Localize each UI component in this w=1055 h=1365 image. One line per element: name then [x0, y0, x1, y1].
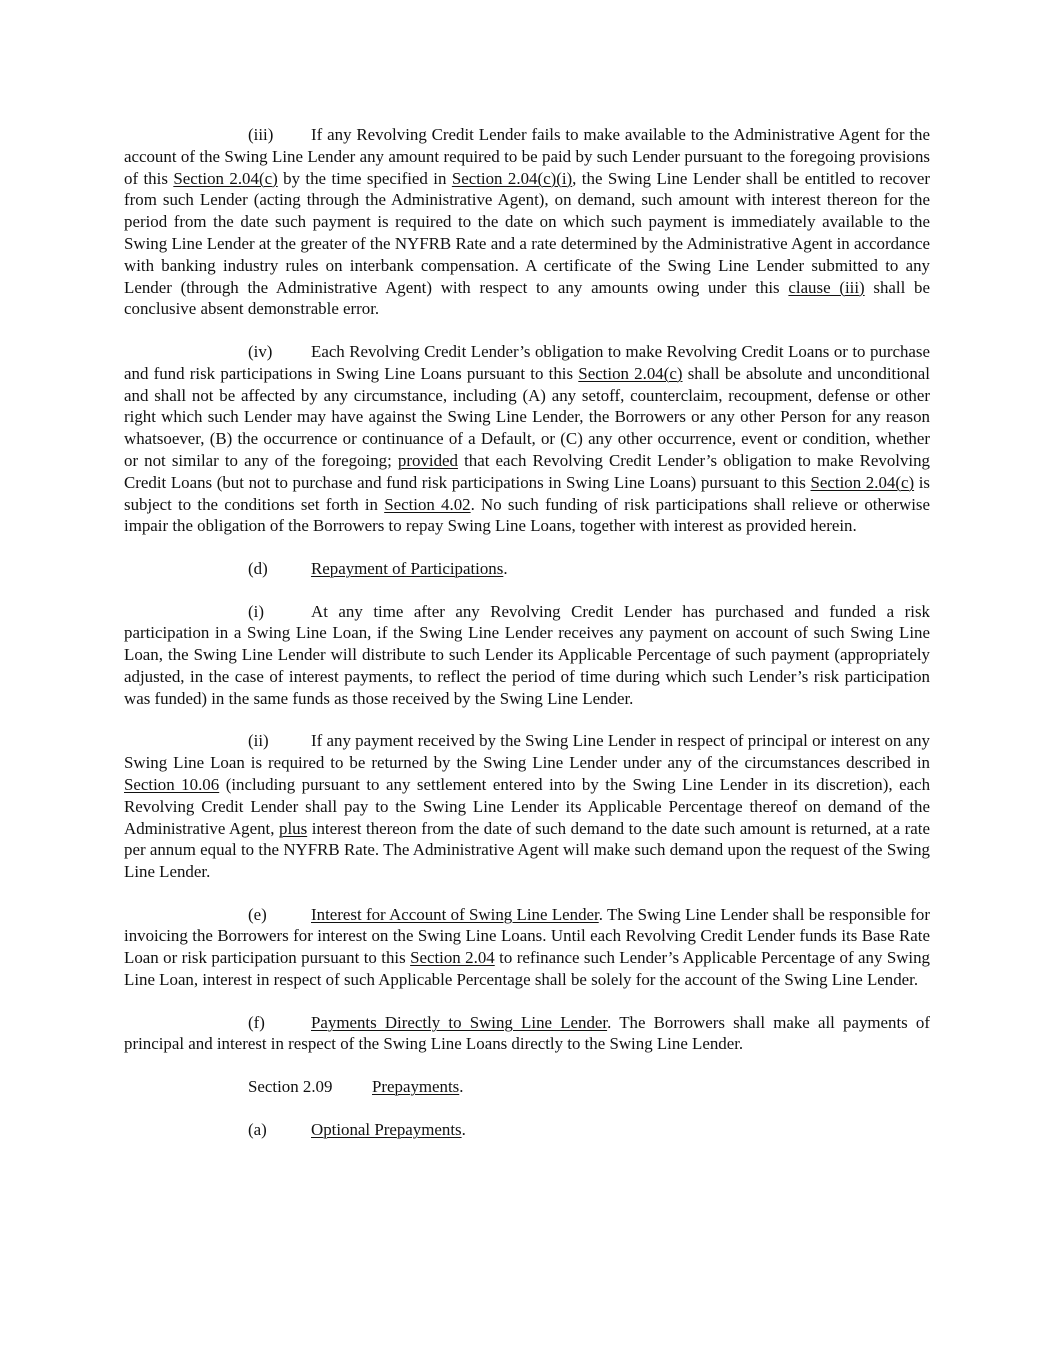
section-heading [124, 1076, 930, 1098]
section-reference: Section 2.04(c) [810, 472, 915, 492]
paragraph-text: is subject to the conditions set forth in [124, 472, 930, 514]
paragraph-text: that each Revolving Credit Lender’s obligation to make Revolving Credit Loans (but not to purchase and fund risk participations in Swing Line Loans) pursuant to this [124, 450, 930, 492]
paragraph-iv [124, 341, 930, 537]
document-page [124, 124, 930, 1140]
clause-heading: Repayment of Participations [311, 558, 504, 578]
heading-period: . [461, 1119, 466, 1139]
heading-period: . [503, 558, 508, 578]
paragraph-text: to refinance such Lender’s Applicable Percentage of any Swing Line Loan, interest in respect of such Applicable Percentage shall be solely for the account of the Swing Line Lender. [124, 948, 930, 990]
paragraph-text: . The Borrowers shall make all payments of principal and interest in respect of the Swing Line Loans directly to the Swing Line Lender. [124, 1012, 931, 1054]
clause-number: (iv) [248, 341, 273, 361]
clause-number: (d) [248, 558, 268, 578]
paragraph-e [124, 904, 930, 991]
paragraph-f [124, 1012, 930, 1056]
paragraph-text: . The Swing Line Lender shall be responsible for invoicing the Borrowers for interest on the Swing Line Loans. Until each Revolving Credit Lender funds its Base Rate Loan or risk participation pursuant to this [124, 904, 930, 968]
section-reference: Section 2.04 [410, 948, 495, 968]
section-reference: Section 4.02 [384, 494, 471, 514]
paragraph-text: Each Revolving Credit Lender’s obligation to make Revolving Credit Loans or to purchase and fund risk participations in Swing Line Loans pursuant to this [124, 341, 930, 383]
clause-number: (ii) [248, 731, 269, 751]
paragraph-text: by the time specified in [277, 168, 452, 188]
section-reference: Section 2.04(c) [578, 363, 683, 383]
paragraph-d-i [124, 601, 930, 710]
clause-heading: Interest for Account of Swing Line Lender [311, 904, 599, 924]
clause-heading: Optional Prepayments [311, 1119, 462, 1139]
section-number: Section 2.09 [248, 1077, 333, 1097]
paragraph-d-ii [124, 730, 930, 883]
plus-term: plus [279, 818, 308, 838]
section-reference: Section 2.04(c) [173, 168, 278, 188]
paragraph-text: shall be conclusive absent demonstrable error. [124, 277, 930, 319]
clause-number: (e) [248, 904, 267, 924]
section-title: Prepayments [372, 1077, 460, 1097]
heading-period: . [459, 1077, 464, 1097]
paragraph-text: (including pursuant to any settlement entered into by the Swing Line Lender in its discretion), each Revolving Credit Lender shall pay to the Swing Line Lender its Applicable Percentage thereof on demand of the Administrative Agent, [124, 774, 931, 838]
section-reference: Section 10.06 [124, 774, 220, 794]
paragraph-a-heading [124, 1119, 930, 1141]
paragraph-text: If any Revolving Credit Lender fails to make available to the Administrative Agent for the account of the Swing Line Lender any amount required to be paid by such Lender pursuant to the foregoing provisions of this [124, 125, 930, 188]
paragraph-text: shall be absolute and unconditional and shall not be affected by any circumstance, including (A) any setoff, counterclaim, recoupment, defense or other right which such Lender may have against the Swing Line Lender, the Borrowers or any other Person for any reason whatsoever, (B) the occurrence or continuance of a Default, or (C) any other occurrence, event or condition, whether or not similar to any of the foregoing; [124, 363, 931, 470]
paragraph-text: If any payment received by the Swing Line Lender in respect of principal or interest on any Swing Line Loan is required to be returned by the Swing Line Lender under any of the circumstances described in [124, 731, 930, 773]
paragraph-text: At any time after any Revolving Credit Lender has purchased and funded a risk participation in a Swing Line Loan, if the Swing Line Lender receives any payment on account of such Swing Line Loan, the Swing Line Lender will distribute to such Lender its Applicable Percentage of such payment (appropriately adjusted, in the case of interest payments, to reflect the period of time during which such Lender’s risk participation was funded) in the same funds as those received by the Swing Line Lender. [124, 601, 930, 708]
paragraph-text: interest thereon from the date of such demand to the date such amount is returned, at a rate per annum equal to the NYFRB Rate. The Administrative Agent will make such demand upon the request of the Swing Line Lender. [124, 818, 930, 882]
clause-number: (i) [248, 601, 264, 621]
clause-reference: clause (iii) [788, 277, 865, 297]
clause-number: (iii) [248, 125, 274, 144]
paragraph-text: . No such funding of risk participations shall relieve or otherwise impair the obligation of the Borrowers to repay Swing Line Loans, together with interest as provided herein. [124, 494, 930, 536]
clause-heading: Payments Directly to Swing Line Lender [311, 1012, 608, 1032]
section-reference: Section 2.04(c)(i) [451, 168, 573, 188]
paragraph-text: , the Swing Line Lender shall be entitled to recover from such Lender (acting through the Administrative Agent), on demand, such amount with interest thereon for the period from the date such payment is required to the date on which such payment is immediately available to the Swing Line Lender at the greater of the NYFRB Rate and a rate determined by the Administrative Agent in accordance with banking industry rules on interbank compensation. A certificate of the Swing Line Lender submitted to any Lender (through the Administrative Agent) with respect to any amounts owing under this [124, 168, 930, 297]
paragraph-d-heading [124, 558, 930, 580]
paragraph-iii [124, 124, 930, 320]
clause-number: (a) [248, 1119, 267, 1139]
clause-number: (f) [248, 1012, 265, 1032]
provided-term: provided [397, 450, 458, 470]
section-heading-text [248, 1077, 459, 1096]
